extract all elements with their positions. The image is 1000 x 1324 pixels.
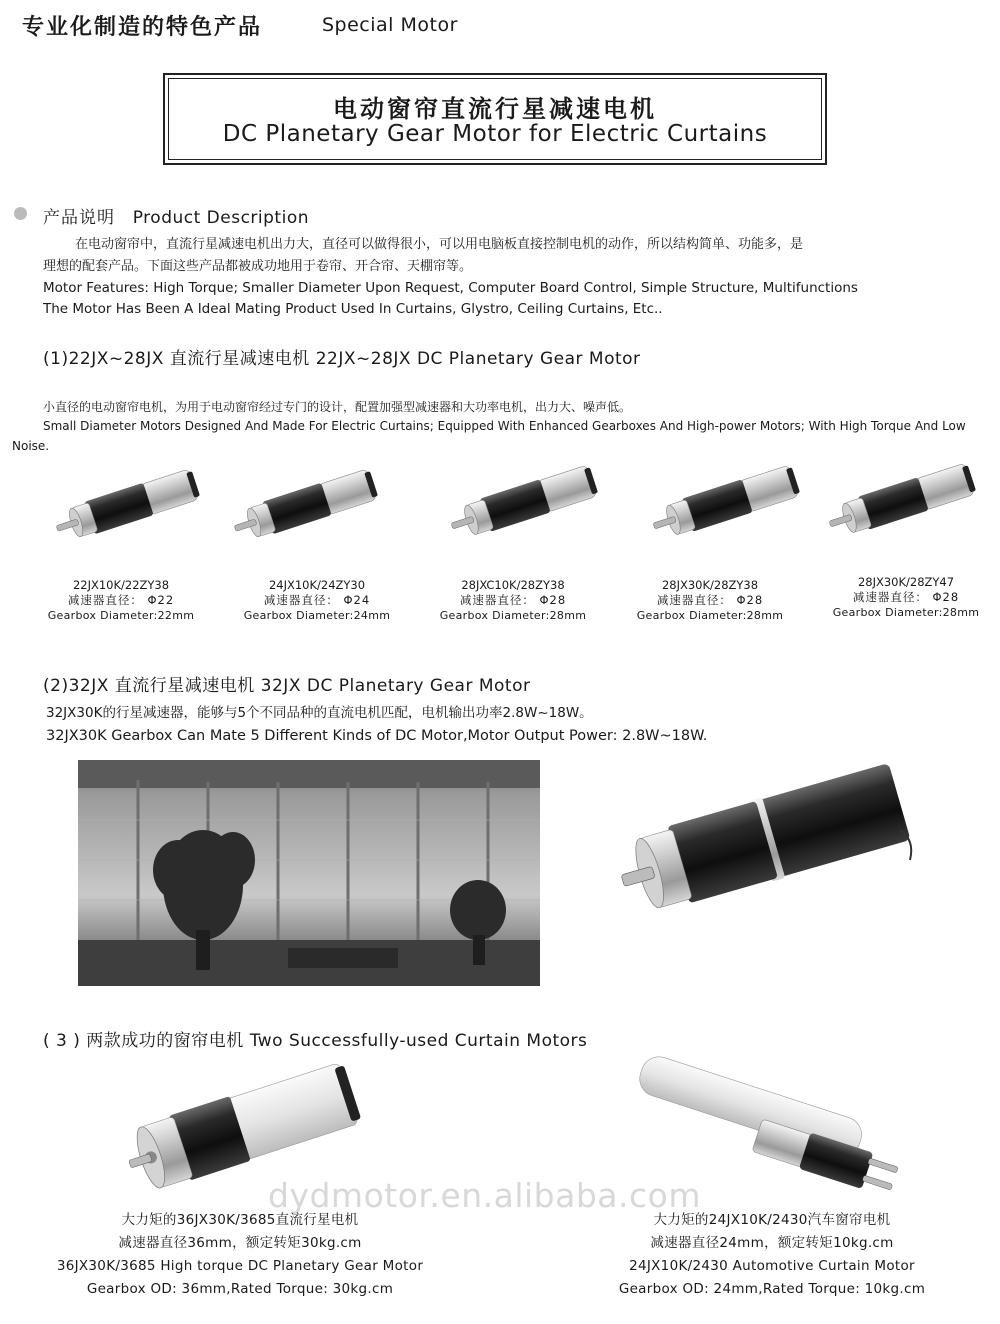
motor-diameter-en: Gearbox Diameter:22mm [47, 609, 195, 622]
motor-diameter-en: Gearbox Diameter:28mm [636, 609, 784, 622]
motor-caption [811, 575, 1000, 620]
header-english: Special Motor [322, 14, 458, 36]
motor-diameter-en: Gearbox Diameter:28mm [832, 606, 980, 619]
section2-cn: 32JX30K的行星减速器，能够与5个不同品种的直流电机匹配，电机输出功率2.8W~18W。 [46, 705, 593, 721]
section2-en: 32JX30K Gearbox Can Mate 5 Different Kinds of DC Motor,Motor Output Power: 2.8W~18W. [46, 728, 708, 744]
motor-diameter-cn: 减速器直径： Φ28 [459, 593, 567, 607]
caption-en-line1: 24JX10K/2430 Automotive Curtain Motor [629, 1258, 915, 1274]
caption-cn-line2: 减速器直径36mm，额定转矩30kg.cm [118, 1235, 362, 1251]
motor-model: 28JX30K/28ZY47 [857, 575, 955, 589]
motor-22jx-image [50, 462, 215, 557]
caption-en-line2: Gearbox OD: 24mm,Rated Torque: 10kg.cm [618, 1281, 926, 1297]
motor-caption [222, 578, 412, 623]
motor-diameter-cn: 减速器直径： Φ24 [263, 593, 371, 607]
caption-cn-line2: 减速器直径24mm，额定转矩10kg.cm [650, 1235, 894, 1251]
description-heading: 产品说明 Product Description [43, 208, 309, 228]
motor-diameter-cn: 减速器直径： Φ28 [852, 590, 960, 604]
motor-caption [418, 578, 608, 623]
title-chinese: 电动窗帘直流行星减速电机 [333, 95, 657, 123]
motor-diameter-en: Gearbox Diameter:24mm [243, 609, 391, 622]
bullet-dot-icon [14, 207, 27, 220]
section1-en-line2: Noise. [12, 439, 50, 453]
caption-en-line2: Gearbox OD: 36mm,Rated Torque: 30kg.cm [86, 1281, 394, 1297]
motor-caption [615, 578, 805, 623]
motor-28jx30k-47-image [822, 456, 992, 551]
motor-diameter-en: Gearbox Diameter:28mm [439, 609, 587, 622]
section1-cn: 小直径的电动窗帘电机，为用于电动窗帘经过专门的设计，配置加强型减速器和大功率电机，出力大、噪声低。 [43, 400, 632, 414]
motor-model: 22JX10K/22ZY38 [72, 578, 170, 592]
description-en-line2: The Motor Has Been A Ideal Mating Product Used In Curtains, Glystro, Ceiling Curtains, Etc.. [43, 301, 663, 317]
motor-model: 28JXC10K/28ZY38 [461, 578, 565, 592]
description-cn-line1: 在电动窗帘中，直流行星减速电机出力大，直径可以做得很小，可以用电脑板直接控制电机的动作，所以结构简单、功能多，是 [75, 237, 804, 252]
title-box [163, 73, 827, 165]
header-chinese: 专业化制造的特色产品 [22, 15, 263, 40]
motor-24jx-image [228, 462, 393, 557]
section2-title: (2)32JX 直流行星减速电机 32JX DC Planetary Gear Motor [43, 676, 531, 696]
curtain-room-photo [78, 760, 540, 986]
motor-36jx-caption [40, 1209, 440, 1301]
title-english: DC Planetary Gear Motor for Electric Curtains [222, 121, 768, 147]
caption-en-line1: 36JX30K/3685 High torque DC Planetary Gear Motor [56, 1258, 424, 1274]
description-cn-line2: 理想的配套产品。下面这些产品都被成功地用于卷帘、开合帘、天棚帘等。 [43, 259, 473, 274]
section1-title: (1)22JX~28JX 直流行星减速电机 22JX~28JX DC Planetary Gear Motor [43, 349, 641, 369]
caption-cn-line1: 大力矩的24JX10K/2430汽车窗帘电机 [653, 1212, 891, 1228]
motor-diameter-cn: 减速器直径： Φ28 [656, 593, 764, 607]
section3-title: ( 3 ) 两款成功的窗帘电机 Two Successfully-used Curtain Motors [43, 1031, 588, 1051]
watermark-text: dydmotor.en.alibaba.com [268, 1176, 701, 1215]
motor-model: 24JX10K/24ZY30 [268, 578, 366, 592]
motor-model: 28JX30K/28ZY38 [661, 578, 759, 592]
motor-24jx-caption [572, 1209, 972, 1301]
section1-en-line1: Small Diameter Motors Designed And Made For Electric Curtains; Equipped With Enhanced Gearboxes And High-power Motors; With High Torque And Low [43, 419, 966, 433]
motor-28jxc-image [444, 458, 614, 553]
motor-28jx30k-38-image [646, 458, 816, 553]
motor-diameter-cn: 减速器直径： Φ22 [67, 593, 175, 607]
motor-caption [26, 578, 216, 623]
motor-32jx-image [615, 760, 915, 920]
description-en-line1: Motor Features: High Torque; Smaller Diameter Upon Request, Computer Board Control, Simple Structure, Multifunctions [43, 280, 858, 296]
caption-cn-line1: 大力矩的36JX30K/3685直流行星电机 [121, 1212, 359, 1228]
